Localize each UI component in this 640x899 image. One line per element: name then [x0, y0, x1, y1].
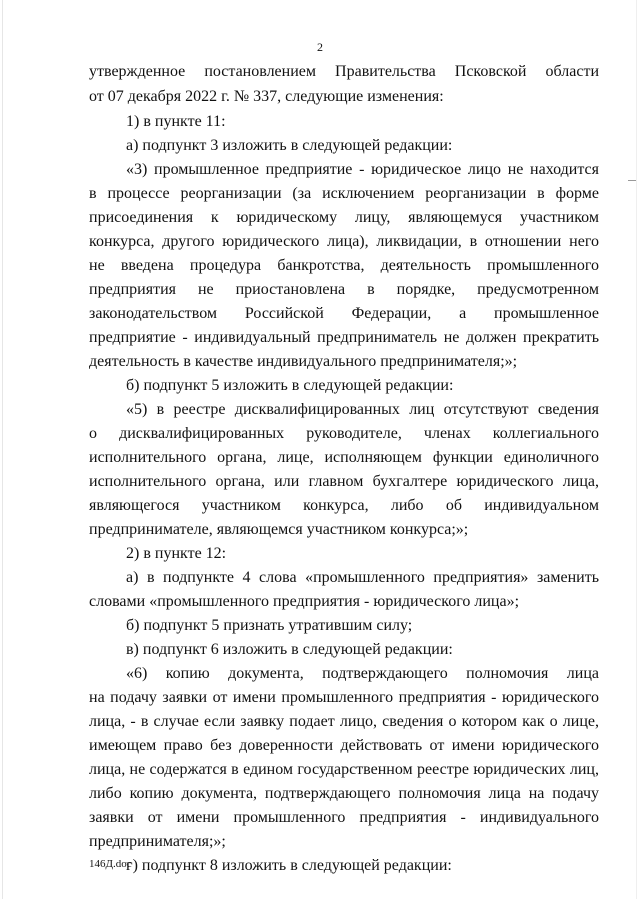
- footer-filename: 146Д.doc: [89, 858, 132, 870]
- text-line: о дисквалифицированных руководителе, членах коллегиального: [89, 425, 599, 442]
- text-line: в) подпункт 6 изложить в следующей редакции:: [126, 641, 453, 658]
- text-line: исполнительного органа, лице, исполняющем функции единоличного: [89, 449, 599, 466]
- text-line: на подачу заявки от имени промышленного предприятия - юридического: [89, 689, 599, 706]
- text-line: либо копию документа, подтверждающего полномочия лица на подачу: [89, 785, 599, 802]
- text-line: г) подпункт 8 изложить в следующей редакции:: [126, 857, 452, 874]
- text-line: законодательством Российской Федерации, а промышленное: [89, 305, 599, 322]
- text-line: а) подпункт 3 изложить в следующей редакции:: [126, 137, 453, 154]
- text-line: предпринимателе, являющемся участником конкурса;»;: [89, 521, 469, 538]
- text-line: исполнительного органа, или главном бухгалтере юридического лица,: [89, 473, 599, 490]
- text-line: деятельность в качестве индивидуального предпринимателя;»;: [89, 353, 518, 370]
- text-line: конкурса, другого юридического лица), ликвидации, в отношении него: [89, 233, 599, 250]
- text-line: а) в подпункте 4 слова «промышленного предприятия» заменить: [126, 569, 599, 586]
- text-line: в процессе реорганизации (за исключением реорганизации в форме: [89, 185, 599, 202]
- text-line: словами «промышленного предприятия - юридического лица»;: [89, 593, 520, 610]
- text-line: предпринимателя;»;: [89, 833, 226, 850]
- text-line: имеющем право без доверенности действовать от имени юридического: [89, 737, 599, 754]
- scan-mark: [628, 180, 636, 181]
- text-line: б) подпункт 5 признать утратившим силу;: [126, 617, 413, 634]
- text-line: лица, не содержатся в едином государственном реестре юридических лиц,: [89, 761, 599, 778]
- text-line: присоединения к юридическому лицу, являющемуся участником: [89, 209, 599, 226]
- text-line: «3) промышленное предприятие - юридическое лицо не находится: [126, 161, 599, 178]
- text-line: являющегося участником конкурса, либо об индивидуальном: [89, 497, 599, 514]
- page-number: 2: [317, 40, 323, 54]
- text-line: от 07 декабря 2022 г. № 337, следующие изменения:: [89, 88, 444, 105]
- text-line: «5) в реестре дисквалифицированных лиц отсутствуют сведения: [126, 401, 599, 418]
- text-line: б) подпункт 5 изложить в следующей редакции:: [126, 377, 454, 394]
- text-line: лица, - в случае если заявку подает лицо, сведения о котором как о лице,: [89, 713, 599, 730]
- text-line: утвержденное постановлением Правительства Псковской области: [89, 63, 599, 80]
- text-line: «6) копию документа, подтверждающего полномочия лица: [126, 665, 599, 682]
- scan-edge-right: [636, 0, 637, 899]
- text-line: 1) в пункте 11:: [126, 113, 226, 130]
- text-line: не введена процедура банкротства, деятельность промышленного: [89, 257, 599, 274]
- text-line: 2) в пункте 12:: [126, 545, 227, 562]
- text-line: предприятие - индивидуальный предприниматель не должен прекратить: [89, 329, 599, 346]
- text-line: предприятия не приостановлена в порядке, предусмотренном: [89, 281, 599, 298]
- text-line: заявки от имени промышленного предприятия - индивидуального: [89, 809, 599, 826]
- scan-edge-left: [2, 0, 3, 899]
